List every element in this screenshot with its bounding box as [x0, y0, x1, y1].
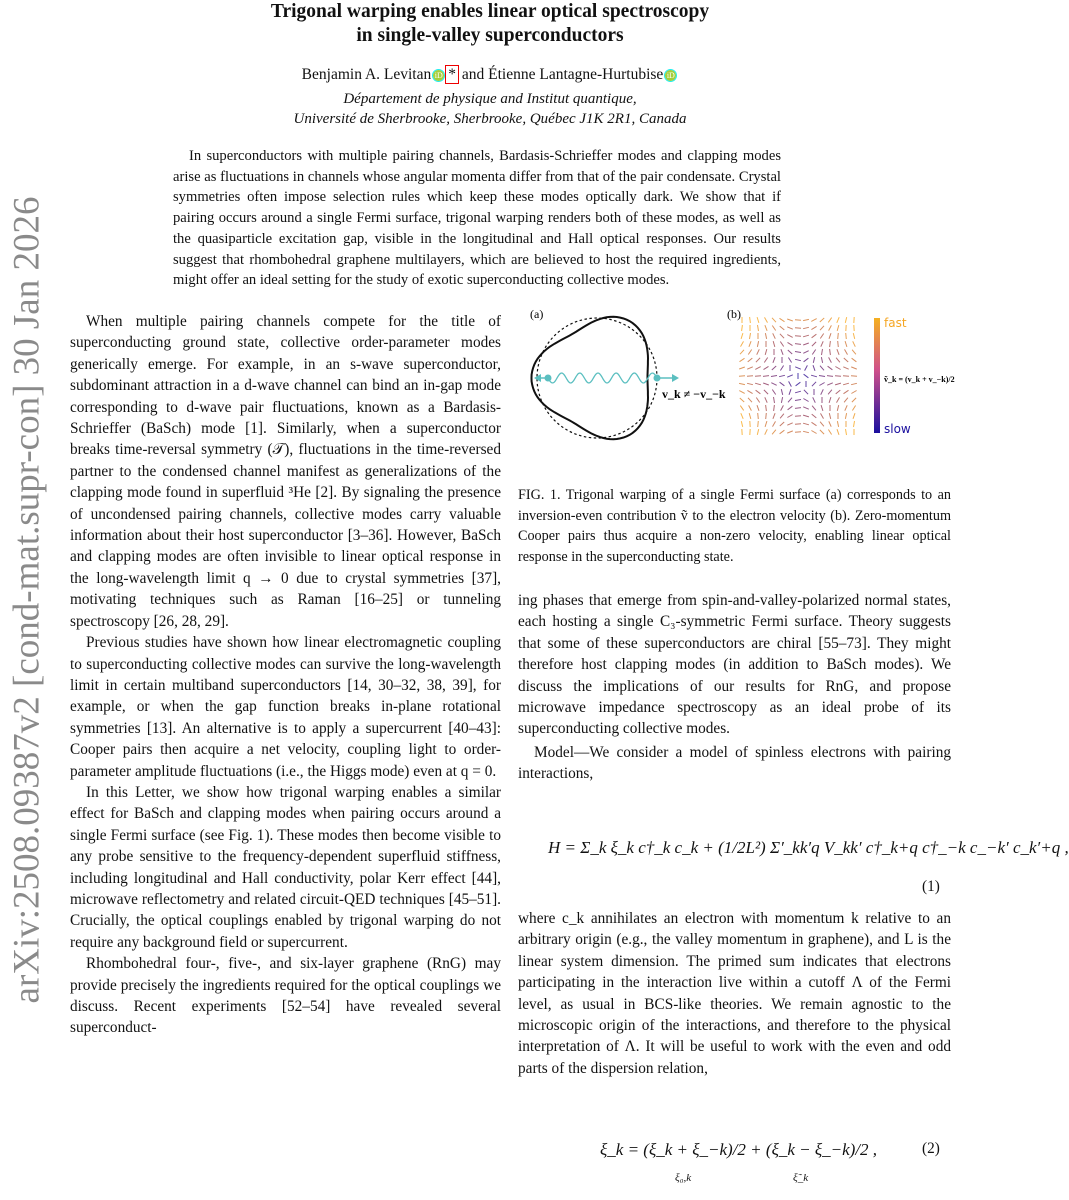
velocity-arrow: [774, 397, 775, 403]
equation-2: ξ_k = (ξ_k + ξ_−k)/2 + (ξ_k − ξ_−k)/2 ,: [600, 1140, 878, 1159]
velocity-arrow: [755, 367, 760, 370]
velocity-arrow: [795, 391, 801, 393]
velocity-arrow: [740, 350, 744, 354]
velocity-arrow: [795, 416, 801, 417]
velocity-arrow: [803, 327, 809, 328]
velocity-arrow: [739, 367, 745, 369]
velocity-arrow: [788, 358, 791, 363]
velocity-arrow: [805, 365, 808, 370]
velocity-arrow: [829, 357, 832, 362]
velocity-arrow: [766, 405, 767, 411]
velocity-arrow: [812, 406, 816, 411]
velocity-arrow: [788, 406, 793, 410]
velocity-arrow: [750, 317, 751, 323]
velocity-arrow: [845, 317, 846, 323]
equation-1-number: (1): [922, 878, 940, 895]
corresponding-author-link[interactable]: *: [448, 66, 456, 83]
velocity-arrow: [747, 367, 753, 369]
velocity-arrow: [749, 341, 751, 347]
velocity-arrow: [796, 382, 801, 386]
figure-caption: FIG. 1. Trigonal warping of a single Fermi surface (a) corresponds to an inversion-even contribution ṽ to the electron velocity (b). Zero-momentum Cooper pairs thus acquire a non-zero velocity, enabling linear optical response in the superconducting state.: [518, 487, 951, 565]
body-paragraph: In this Letter, we show how trigonal warping enables a similar effect for BaSch and clapping modes when pairing occurs around a single Fermi surface (see Fig. 1). These modes then become visible to any probe sensitive to the frequency-dependent superfluid stiffness, including longitudinal and Hall conductivity, polar Kerr effect [44], microwave reflectometry and related circuit-QED techniques [45–51]. Crucially, the optical couplings enabled by trigonal warping do not require any background field or supercurrent.: [70, 783, 501, 951]
velocity-arrow: [852, 350, 856, 355]
velocity-arrow: [758, 421, 759, 427]
velocity-arrow: [829, 421, 831, 426]
velocity-arrow: [781, 349, 783, 355]
velocity-arrow: [741, 421, 742, 427]
velocity-arrow: [845, 341, 847, 347]
velocity-arrow: [774, 405, 775, 411]
velocity-arrow: [741, 413, 743, 419]
author-joiner: and: [461, 66, 485, 83]
velocity-arrow: [772, 430, 776, 435]
velocity-arrow: [819, 383, 824, 386]
arrowhead-icon: [672, 374, 679, 382]
velocity-arrow: [843, 376, 849, 377]
velocity-arrow: [771, 376, 777, 377]
velocity-arrow: [813, 357, 814, 363]
velocity-arrow: [780, 414, 784, 419]
equation-2-underbrace-odd: ξ̃_k: [793, 1172, 809, 1184]
velocity-arrow: [853, 341, 856, 346]
velocity-arrow: [837, 405, 838, 411]
velocity-arrow: [843, 383, 849, 385]
velocity-arrow: [803, 415, 809, 417]
velocity-arrow: [837, 325, 839, 331]
velocity-arrow: [812, 382, 816, 386]
right-column-top: [518, 590, 951, 785]
left-column: [70, 311, 501, 1039]
velocity-arrow: [811, 326, 816, 329]
velocity-arrow: [795, 359, 801, 360]
colorbar-slow-label: slow: [884, 422, 911, 436]
velocity-arrow: [813, 365, 815, 371]
velocity-arrow: [741, 333, 743, 339]
velocity-arrow: [740, 358, 745, 361]
velocity-arrow: [851, 367, 857, 369]
velocity-arrow: [787, 327, 793, 329]
body-paragraph: Model—We consider a model of spinless electrons with pairing interactions,: [518, 743, 951, 783]
velocity-arrow: [780, 366, 783, 371]
velocity-arrow: [851, 391, 856, 394]
velocity-arrow: [795, 367, 801, 369]
velocity-arrow: [781, 397, 782, 403]
velocity-arrow: [780, 382, 785, 386]
velocity-arrow: [837, 317, 839, 323]
velocity-arrow: [838, 341, 839, 347]
author-name: Étienne Lantagne-Hurtubise: [488, 66, 664, 83]
affiliation-line: Université de Sherbrooke, Sherbrooke, Québec J1K 2R1, Canada: [293, 111, 687, 127]
velocity-arrow: [781, 405, 784, 410]
velocity-arrow: [780, 334, 784, 338]
momentum-point: [545, 375, 552, 382]
velocity-arrow: [835, 383, 841, 385]
velocity-arrow: [854, 421, 855, 427]
velocity-arrow: [757, 317, 759, 323]
colorbar-formula: ṽ_k = (v_k + v_−k)/2: [884, 375, 955, 384]
velocity-arrow: [756, 358, 760, 362]
velocity-arrow: [830, 349, 831, 355]
velocity-arrow: [795, 424, 801, 425]
velocity-arrow: [765, 349, 767, 355]
velocity-arrow: [765, 325, 767, 331]
velocity-arrow: [837, 429, 839, 435]
velocity-arrow: [803, 343, 809, 345]
velocity-arrow: [845, 413, 846, 419]
velocity-arrow: [830, 341, 831, 347]
body-paragraph: where c_k annihilates an electron with momentum k relative to an arbitrary origin (e.g., the valley momentum in graphene), and L is the linear system dimension. The primed sum indicates that electrons participating in the interaction live within a cutoff Λ of the Fermi level, as usual in BCS-like theories. We remain agnostic to the microscopic origin of the interactions, and therefore to the physical interpretation of Λ. It will be useful to work with the even and odd parts of the dispersion relation,: [518, 910, 951, 1077]
velocity-arrow: [763, 376, 769, 377]
velocity-arrow: [779, 375, 785, 376]
body-paragraph: When multiple pairing channels compete for the title of superconducting ground state, collective order-parameter modes generically emerge. For example, in an s-wave superconductor, subdominant attraction in a d-wave channel can bind an in-gap mode corresponding to d-wave pair fluctuations, known as a Bardasis-Schrieffer (BaSch) mode [1]. Similarly, when a superconductor breaks time-reversal symmetry (𝒯), fluctuations in the time-reversed partner to the condensed channel manifest as generalizations of the clapping mode found in superfluid ³He [2]. By signaling the presence of uncondensed pairing channels, collective modes carry valuable information about their host superconductor [3–36]. However, BaSch and clapping modes are often invisible to linear optical response in the long-wavelength limit q → 0 due to crystal symmetries [37], motivating techniques such as Raman [16–25] or tunneling spectroscopy [26, 28, 29].: [70, 313, 501, 630]
velocity-arrow: [741, 341, 744, 346]
velocity-arrow: [820, 318, 824, 322]
velocity-arrow: [764, 390, 768, 394]
arxiv-identifier[interactable]: arXiv:2508.09387v2 [cond-mat.supr-con] 30 Jan 2026: [6, 196, 48, 1004]
velocity-arrow: [812, 334, 817, 338]
velocity-arrow: [845, 405, 847, 410]
velocity-arrow: [820, 334, 823, 339]
velocity-vector-field: [739, 317, 857, 435]
velocity-arrow: [773, 341, 775, 347]
velocity-arrow: [795, 344, 801, 345]
velocity-arrow: [763, 383, 769, 385]
abstract: In superconductors with multiple pairing channels, Bardasis-Schrieffer modes and clapping modes arise as fluctuations in channels whose angular momenta differ from that of the pair condensate. Crystal symmetries often impose selection rules which keep these modes optically dark. We show that if pairing occurs around a single Fermi surface, trigonal warping renders both of these modes, as well as the quasiparticle excitation gap, visible in the longitudinal and Hall optical responses. Our results suggest that rhombohedral graphene multilayers, which are believed to host the required ingredients, might offer an ideal setting for the study of exotic superconducting collective modes.: [173, 148, 781, 289]
velocity-arrow: [780, 342, 783, 347]
velocity-arrow: [821, 357, 822, 363]
velocity-arrow: [788, 350, 792, 354]
velocity-arrow: [739, 383, 745, 384]
figure-graphic: [522, 300, 955, 465]
velocity-arrow: [758, 413, 759, 419]
velocity-arrow: [803, 399, 808, 402]
velocity-arrow: [828, 366, 833, 370]
velocity-arrow: [795, 336, 801, 337]
velocity-arrow: [803, 351, 808, 354]
velocity-arrow: [812, 350, 815, 355]
velocity-arrow: [852, 358, 857, 362]
velocity-arrow: [756, 390, 761, 394]
velocity-arrow: [828, 430, 831, 435]
velocity-arrow: [828, 318, 831, 323]
velocity-arrow: [843, 367, 848, 369]
velocity-arrow: [757, 429, 758, 435]
velocity-arrow: [813, 397, 816, 402]
velocity-arrow: [757, 405, 759, 411]
velocity-arrow: [804, 358, 809, 362]
arxiv-sidebar: [0, 0, 56, 1200]
velocity-arrow: [852, 406, 855, 411]
velocity-arrow: [781, 389, 782, 395]
velocity-arrow: [811, 431, 816, 434]
velocity-arrow: [771, 383, 776, 386]
velocity-arrow: [765, 397, 767, 402]
velocity-arrow: [787, 375, 793, 377]
velocity-arrow: [836, 390, 841, 394]
velocity-arrow: [757, 349, 760, 354]
velocity-arrow: [748, 350, 751, 355]
velocity-arrow: [780, 422, 784, 426]
velocity-arrow: [787, 335, 792, 338]
velocity-arrow: [803, 423, 809, 425]
velocity-arrow: [836, 358, 840, 363]
velocity-arrow: [803, 407, 809, 409]
velocity-arrow: [755, 376, 761, 377]
velocity-arrow: [748, 398, 752, 402]
velocity-arrow: [787, 319, 793, 321]
velocity-arrow: [803, 431, 809, 432]
velocity-arrow: [748, 358, 753, 362]
velocity-arrow: [819, 376, 825, 377]
velocity-arrow: [780, 326, 785, 330]
velocity-arrow: [747, 383, 753, 384]
velocity-arrow: [747, 390, 752, 393]
velocity-arrow: [812, 342, 816, 346]
velocity-arrow: [811, 375, 817, 377]
body-paragraph: Previous studies have shown how linear electromagnetic coupling to superconducting collective modes can survive the long-wavelength limit in certain multiband superconductors [14, 30–32, 38, 39], for example, or when the gap function breaks in-plane rotational symmetries [13]. An alternative is to apply a supercurrent [40–43]: Cooper pairs then acquire a net velocity, coupling light to order-parameter amplitude fluctuations (i.e., the Higgs mode) even at q = 0.: [70, 634, 501, 780]
velocity-arrow: [845, 349, 848, 354]
velocity-arrow: [820, 326, 824, 330]
velocity-arrow: [787, 431, 793, 433]
title-line-2: in single-valley superconductors: [356, 25, 624, 46]
colorbar-fast-label: fast: [884, 316, 907, 330]
velocity-arrow: [755, 383, 761, 385]
body-paragraph: ing phases that emerge from spin-and-valley-polarized normal states, each hosting a single C₃-symmetric Fermi surface. Theory suggests that some of these superconductors are chiral [55–73]. They might therefore host clapping modes (in addition to BaSch modes). We discuss the implications of our results for RnG, and propose microwave impedance spectroscopy as an ideal probe of its superconducting collective modes.: [518, 592, 951, 738]
velocity-arrow: [795, 352, 801, 353]
velocity-arrow: [829, 333, 831, 339]
velocity-arrow: [828, 390, 832, 395]
velocity-arrow: [749, 413, 751, 419]
velocity-arrow: [853, 413, 855, 419]
velocity-arrow: [765, 333, 766, 339]
velocity-arrow: [787, 415, 792, 418]
velocity-arrow: [772, 390, 775, 395]
velocity-arrow: [821, 389, 824, 394]
velocity-arrow: [765, 421, 767, 427]
velocity-arrow: [773, 421, 776, 426]
velocity-inequality-label: v_k ≠ −v_−k: [662, 387, 726, 401]
velocity-arrow: [789, 381, 792, 386]
equation-2-underbrace-even: ξ₀,k: [675, 1172, 692, 1184]
velocity-arrow: [803, 335, 809, 337]
velocity-arrow: [821, 405, 823, 411]
velocity-arrow: [829, 325, 832, 330]
velocity-arrow: [820, 430, 824, 434]
velocity-arrow: [829, 413, 830, 419]
velocity-arrow: [739, 391, 744, 394]
velocity-arrow: [758, 325, 759, 331]
velocity-arrow: [773, 357, 775, 363]
velocity-arrow: [853, 333, 854, 339]
velocity-arrow: [837, 421, 838, 427]
velocity-arrow: [820, 422, 824, 427]
velocity-arrow: [795, 400, 801, 401]
velocity-arrow: [851, 383, 857, 384]
panel-b-label: (b): [727, 307, 741, 321]
velocity-arrow: [821, 341, 823, 346]
velocity-arrow: [811, 319, 816, 322]
velocity-arrow: [740, 398, 744, 402]
paper-title: [120, 0, 860, 48]
momentum-point: [654, 375, 661, 382]
velocity-arrow: [795, 408, 801, 409]
velocity-arrow: [740, 406, 743, 411]
velocity-arrow: [765, 317, 768, 322]
velocity-arrow: [787, 423, 792, 425]
equation-1: H = Σ_k ξ_k c†_k c_k + (1/2L²) Σ′_kk′q V_kk′ c†_k+q c†_−k c_−k′ c_k′+q ,: [548, 838, 1069, 857]
velocity-arrow: [844, 390, 849, 393]
right-column-bottom: [518, 908, 951, 1079]
velocity-arrow: [837, 397, 840, 402]
velocity-arrow: [773, 333, 776, 338]
velocity-arrow: [765, 429, 768, 434]
colorbar: [874, 318, 880, 433]
title-line-1: Trigonal warping enables linear optical spectroscopy: [270, 1, 710, 22]
velocity-arrow: [757, 341, 758, 347]
velocity-arrow: [764, 366, 769, 369]
velocity-arrow: [835, 376, 841, 377]
velocity-arrow: [772, 326, 775, 331]
orcid-icon[interactable]: iD: [666, 71, 675, 80]
figure-1: [522, 300, 955, 465]
velocity-arrow: [846, 333, 847, 339]
velocity-arrow: [772, 366, 776, 370]
velocity-arrow: [788, 342, 793, 345]
velocity-arrow: [780, 430, 785, 434]
velocity-arrow: [804, 390, 808, 394]
velocity-arrow: [750, 333, 751, 339]
velocity-arrow: [742, 325, 743, 331]
velocity-arrow: [772, 318, 776, 322]
velocity-arrow: [846, 429, 847, 435]
orcid-icon[interactable]: iD: [434, 71, 443, 80]
photon-wave: [548, 373, 657, 383]
velocity-arrow: [821, 413, 824, 418]
velocity-arrow: [822, 349, 823, 355]
velocity-arrow: [852, 398, 856, 402]
affiliation-line: Département de physique and Institut quantique,: [343, 91, 637, 107]
velocity-arrow: [838, 333, 839, 339]
velocity-arrow: [835, 367, 840, 370]
velocity-arrow: [812, 414, 817, 418]
velocity-arrow: [788, 398, 792, 403]
velocity-arrow: [827, 383, 833, 385]
velocity-arrow: [827, 376, 833, 377]
velocity-arrow: [837, 349, 839, 355]
body-paragraph: Rhombohedral four-, five-, and six-layer graphene (RnG) may provide precisely the ingredients required for the optical couplings we discuss. Recent experiments [52–54] have revealed several superconduct-: [70, 955, 501, 1037]
velocity-arrow: [773, 413, 775, 419]
velocity-arrow: [820, 366, 824, 371]
author-list: [120, 66, 860, 84]
velocity-arrow: [764, 358, 767, 363]
velocity-arrow: [803, 319, 809, 320]
velocity-arrow: [749, 405, 752, 410]
velocity-arrow: [780, 318, 785, 321]
affiliation: [120, 89, 860, 129]
velocity-arrow: [766, 413, 767, 419]
velocity-arrow: [756, 398, 759, 403]
velocity-arrow: [829, 397, 831, 403]
velocity-arrow: [812, 422, 817, 425]
equation-2-number: (2): [922, 1140, 940, 1157]
author-name: Benjamin A. Levitan: [301, 66, 432, 83]
velocity-arrow: [844, 398, 848, 403]
panel-a-label: (a): [530, 307, 544, 321]
velocity-arrow: [844, 358, 848, 362]
velocity-arrow: [804, 374, 809, 378]
velocity-arrow: [789, 389, 791, 395]
